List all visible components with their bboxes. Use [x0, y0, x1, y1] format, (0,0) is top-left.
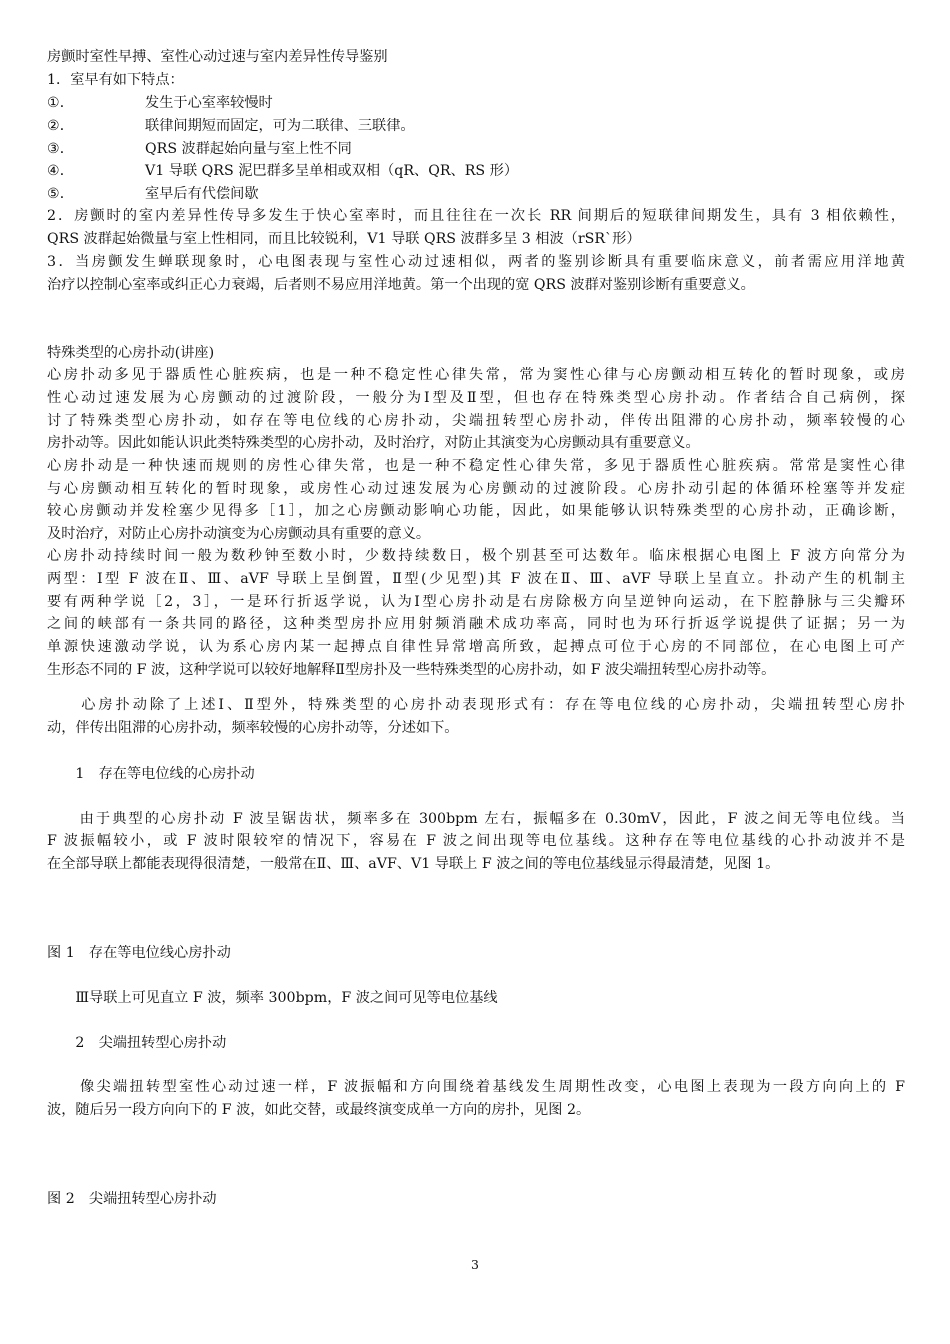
list-item [47, 160, 847, 182]
list-item [47, 138, 847, 160]
list-number: ①． [47, 95, 74, 111]
paragraph-line: 心房扑动是一种快速而规则的房性心律失常，也是一种不稳定性心律失常，多见于器质性心脏疾病。常常是窦性心律 [47, 458, 905, 474]
paragraph-line: 生形态不同的 F 波，这种学说可以较好地解释Ⅱ型房扑及一些特殊类型的心房扑动，如 F 波尖端扭转型心房扑动等。 [47, 662, 776, 678]
paragraph-line: 由于典型的心房扑动 F 波呈锯齿状，频率多在 300bpm 左右，振幅多在 0.30mV，因此，F 波之间无等电位线。当 [47, 811, 905, 827]
figure-caption: 图 2 尖端扭转型心房扑动 [47, 1191, 217, 1207]
section-title: 特殊类型的心房扑动(讲座) [47, 345, 215, 361]
list-text: QRS 波群起始向量与室上性不同 [145, 141, 352, 157]
list-number: ④． [47, 163, 74, 179]
page-number: 3 [471, 1257, 479, 1272]
section-title: 房颤时室性早搏、室性心动过速与室内差异性传导鉴别 [47, 49, 388, 65]
paragraph-line: 心房扑动持续时间一般为数秒钟至数小时，少数持续数日，极个别甚至可达数年。临床根据心电图上 F 波方向常分为 [47, 548, 905, 564]
paragraph-line: 治疗以控制心室率或纠正心力衰竭，后者则不易应用洋地黄。第一个出现的宽 QRS 波群对鉴别诊断有重要意义。 [47, 277, 755, 293]
paragraph-line: 单源快速激动学说，认为系心房内某一起搏点自律性异常增高所致，起搏点可位于心房的不同部位，在心电图上可产 [47, 639, 905, 655]
paragraph-line: F 波振幅较小，或 F 波时限较窄的情况下，容易在 F 波之间出现等电位基线。这种存在等电位基线的心扑动波并不是 [47, 833, 905, 849]
list-text: 联律间期短而固定，可为二联律、三联律。 [145, 118, 415, 134]
paragraph-line: 要有两种学说［2，3］，一是环行折返学说，认为Ⅰ型心房扑动是右房除极方向呈逆钟向运动，在下腔静脉与三尖瓣环 [47, 594, 905, 610]
paragraph-line: 心房扑动除了上述Ⅰ、Ⅱ型外，特殊类型的心房扑动表现形式有：存在等电位线的心房扑动，尖端扭转型心房扑 [47, 697, 905, 713]
list-number: ⑤． [47, 186, 74, 202]
list-item [47, 115, 847, 137]
subsection-heading: 2 尖端扭转型心房扑动 [47, 1035, 227, 1051]
item-heading: 1．室早有如下特点： [47, 72, 184, 88]
paragraph-line: 3．当房颤发生蝉联现象时，心电图表现与室性心动过速相似，两者的鉴别诊断具有重要临床意义，前者需应用洋地黄 [47, 254, 905, 270]
subsection-heading: 1 存在等电位线的心房扑动 [47, 766, 255, 782]
list-item [47, 183, 847, 205]
paragraph-line: 在全部导联上都能表现得很清楚，一般常在Ⅱ、Ⅲ、aVF、V1 导联上 F 波之间的等电位基线显示得最清楚，见图 1。 [47, 856, 780, 872]
paragraph-line: 像尖端扭转型室性心动过速一样，F 波振幅和方向围绕着基线发生周期性改变，心电图上表现为一段方向向上的 F [47, 1079, 905, 1095]
paragraph-line: QRS 波群起始微量与室上性相同，而且比较锐利，V1 导联 QRS 波群多呈 3 相波（rSR`形） [47, 231, 641, 247]
list-text: 室早后有代偿间歇 [145, 186, 259, 202]
list-text: V1 导联 QRS 泥巴群多呈单相或双相（qR、QR、RS 形） [145, 163, 519, 179]
paragraph-line: 讨了特殊类型心房扑动，如存在等电位线的心房扑动，尖端扭转型心房扑动，伴传出阻滞的心房扑动，频率较慢的心 [47, 413, 905, 429]
paragraph-line: 动，伴传出阻滞的心房扑动，频率较慢的心房扑动等，分述如下。 [47, 720, 459, 736]
paragraph-line: 两型：Ⅰ型 F 波在Ⅱ、Ⅲ、aVF 导联上呈倒置，Ⅱ型(少见型)其 F 波在Ⅱ、Ⅲ、aVF 导联上呈直立。扑动产生的机制主 [47, 571, 905, 587]
paragraph-line: 波，随后另一段方向向下的 F 波，如此交替，或最终演变成单一方向的房扑，见图 2。 [47, 1102, 591, 1118]
paragraph-line: 及时治疗，对防止心房扑动演变为心房颤动具有重要的意义。 [47, 526, 431, 542]
figure-caption: 图 1 存在等电位线心房扑动 [47, 945, 231, 961]
paragraph-line: 2．房颤时的室内差异性传导多发生于快心室率时，而且往往在一次长 RR 间期后的短联律间期发生，具有 3 相依赖性， [47, 208, 905, 224]
list-number: ③． [47, 141, 74, 157]
list-text: 发生于心室率较慢时 [145, 95, 273, 111]
paragraph-line: 较心房颤动并发栓塞少见得多［1］，加之心房颤动影响心功能，因此，如果能够认识特殊类型的心房扑动，正确诊断， [47, 503, 905, 519]
figure-description: Ⅲ导联上可见直立 F 波，频率 300bpm，F 波之间可见等电位基线 [47, 990, 498, 1006]
list-item [47, 92, 847, 114]
paragraph-line: 与心房颤动相互转化的暂时现象，或房性心动过速发展为心房颤动的过渡阶段。心房扑动引起的体循环栓塞等并发症 [47, 481, 905, 497]
paragraph-line: 房扑动等。因此如能认识此类特殊类型的心房扑动，及时治疗，对防止其演变为心房颤动具有重要意义。 [47, 435, 700, 451]
paragraph-line: 心房扑动多见于器质性心脏疾病，也是一种不稳定性心律失常，常为窦性心律与心房颤动相互转化的暂时现象，或房 [47, 367, 905, 383]
paragraph-line: 之间的峡部有一条共同的路径，这种类型房扑应用射频消融术成功率高，同时也为环行折返学说提供了证据；另一为 [47, 616, 905, 632]
list-number: ②． [47, 118, 74, 134]
paragraph-line: 性心动过速发展为心房颤动的过渡阶段，一般分为Ⅰ型及Ⅱ型，但也存在特殊类型心房扑动。作者结合自己病例，探 [47, 390, 905, 406]
